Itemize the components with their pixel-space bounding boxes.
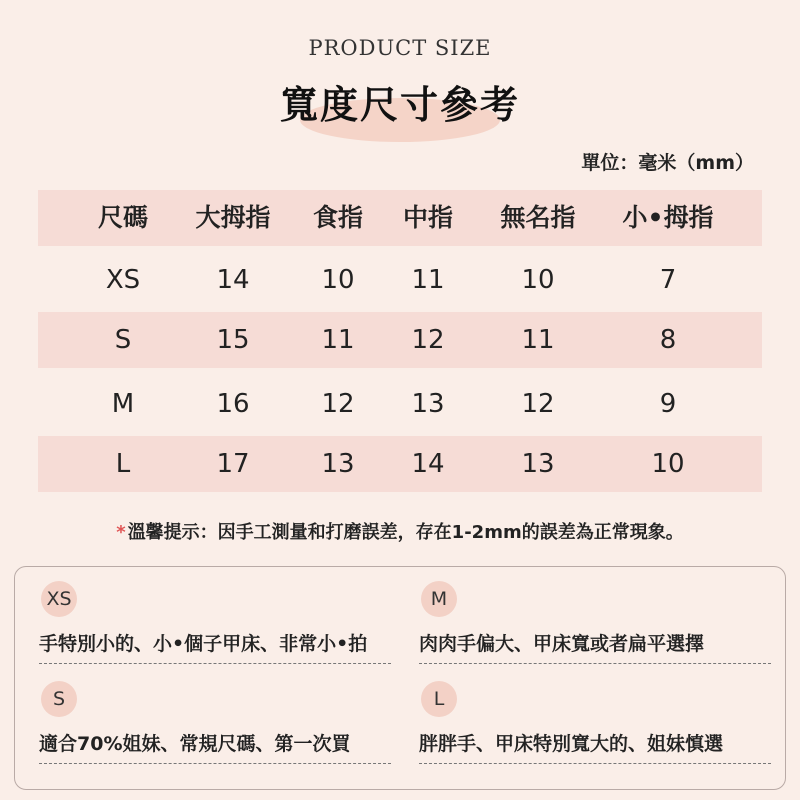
table-row xyxy=(38,252,762,308)
table-row xyxy=(38,436,762,492)
product-size-subtitle: PRODUCT SIZE xyxy=(308,36,492,60)
column-header: 中指 xyxy=(402,203,453,232)
page-title: 寬度尺寸參考 xyxy=(279,83,520,127)
column-header: 大拇指 xyxy=(195,203,271,232)
index-finger-cell: 11 xyxy=(321,325,355,355)
table-row xyxy=(38,312,762,368)
thumb-cell: 16 xyxy=(216,389,250,419)
ring-finger-cell: 10 xyxy=(521,265,555,295)
unit-label: 單位：毫米（mm） xyxy=(581,152,754,174)
size-tag-s: S xyxy=(41,681,77,717)
dashed-divider xyxy=(419,763,771,764)
note-star: * xyxy=(116,522,126,543)
little-finger-cell: 7 xyxy=(659,265,677,295)
note-text: 溫馨提示：因手工測量和打磨誤差，存在1-2mm的誤差為正常現象。 xyxy=(127,522,684,543)
size-guide-s-text: 適合70%姐妹、常規尺碼、第一次買 xyxy=(39,733,351,755)
middle-finger-cell: 11 xyxy=(411,265,445,295)
size-cell: L xyxy=(115,449,131,479)
size-guide-panel xyxy=(14,566,786,790)
index-finger-cell: 10 xyxy=(321,265,355,295)
size-tag-l: L xyxy=(421,681,457,717)
size-cell: M xyxy=(111,389,135,419)
ring-finger-cell: 13 xyxy=(521,449,555,479)
size-tag-xs: XS xyxy=(41,581,77,617)
thumb-cell: 17 xyxy=(216,449,250,479)
dashed-divider xyxy=(39,663,391,664)
size-guide-xs-text: 手特別小的、小•個子甲床、非常小•拍 xyxy=(39,633,368,655)
column-header: 無名指 xyxy=(500,203,576,232)
index-finger-cell: 13 xyxy=(321,449,355,479)
column-header: 尺碼 xyxy=(97,203,148,232)
measurement-note xyxy=(0,518,800,544)
size-tag-m: M xyxy=(421,581,457,617)
ring-finger-cell: 11 xyxy=(521,325,555,355)
middle-finger-cell: 14 xyxy=(411,449,445,479)
little-finger-cell: 9 xyxy=(659,389,677,419)
ring-finger-cell: 12 xyxy=(521,389,555,419)
table-row xyxy=(38,376,762,432)
size-cell: S xyxy=(114,325,132,355)
dashed-divider xyxy=(419,663,771,664)
size-guide-l-text: 胖胖手、甲床特別寬大的、姐妹慎選 xyxy=(419,733,724,755)
dashed-divider xyxy=(39,763,391,764)
table-header-row xyxy=(38,190,762,246)
column-header: 小•拇指 xyxy=(622,203,714,232)
middle-finger-cell: 13 xyxy=(411,389,445,419)
index-finger-cell: 12 xyxy=(321,389,355,419)
thumb-cell: 15 xyxy=(216,325,250,355)
thumb-cell: 14 xyxy=(216,265,250,295)
size-guide-m-text: 肉肉手偏大、甲床寬或者扁平選擇 xyxy=(419,633,705,655)
little-finger-cell: 8 xyxy=(659,325,677,355)
title-area xyxy=(0,74,800,144)
middle-finger-cell: 12 xyxy=(411,325,445,355)
size-cell: XS xyxy=(105,265,141,295)
column-header: 食指 xyxy=(312,203,363,232)
little-finger-cell: 10 xyxy=(651,449,685,479)
